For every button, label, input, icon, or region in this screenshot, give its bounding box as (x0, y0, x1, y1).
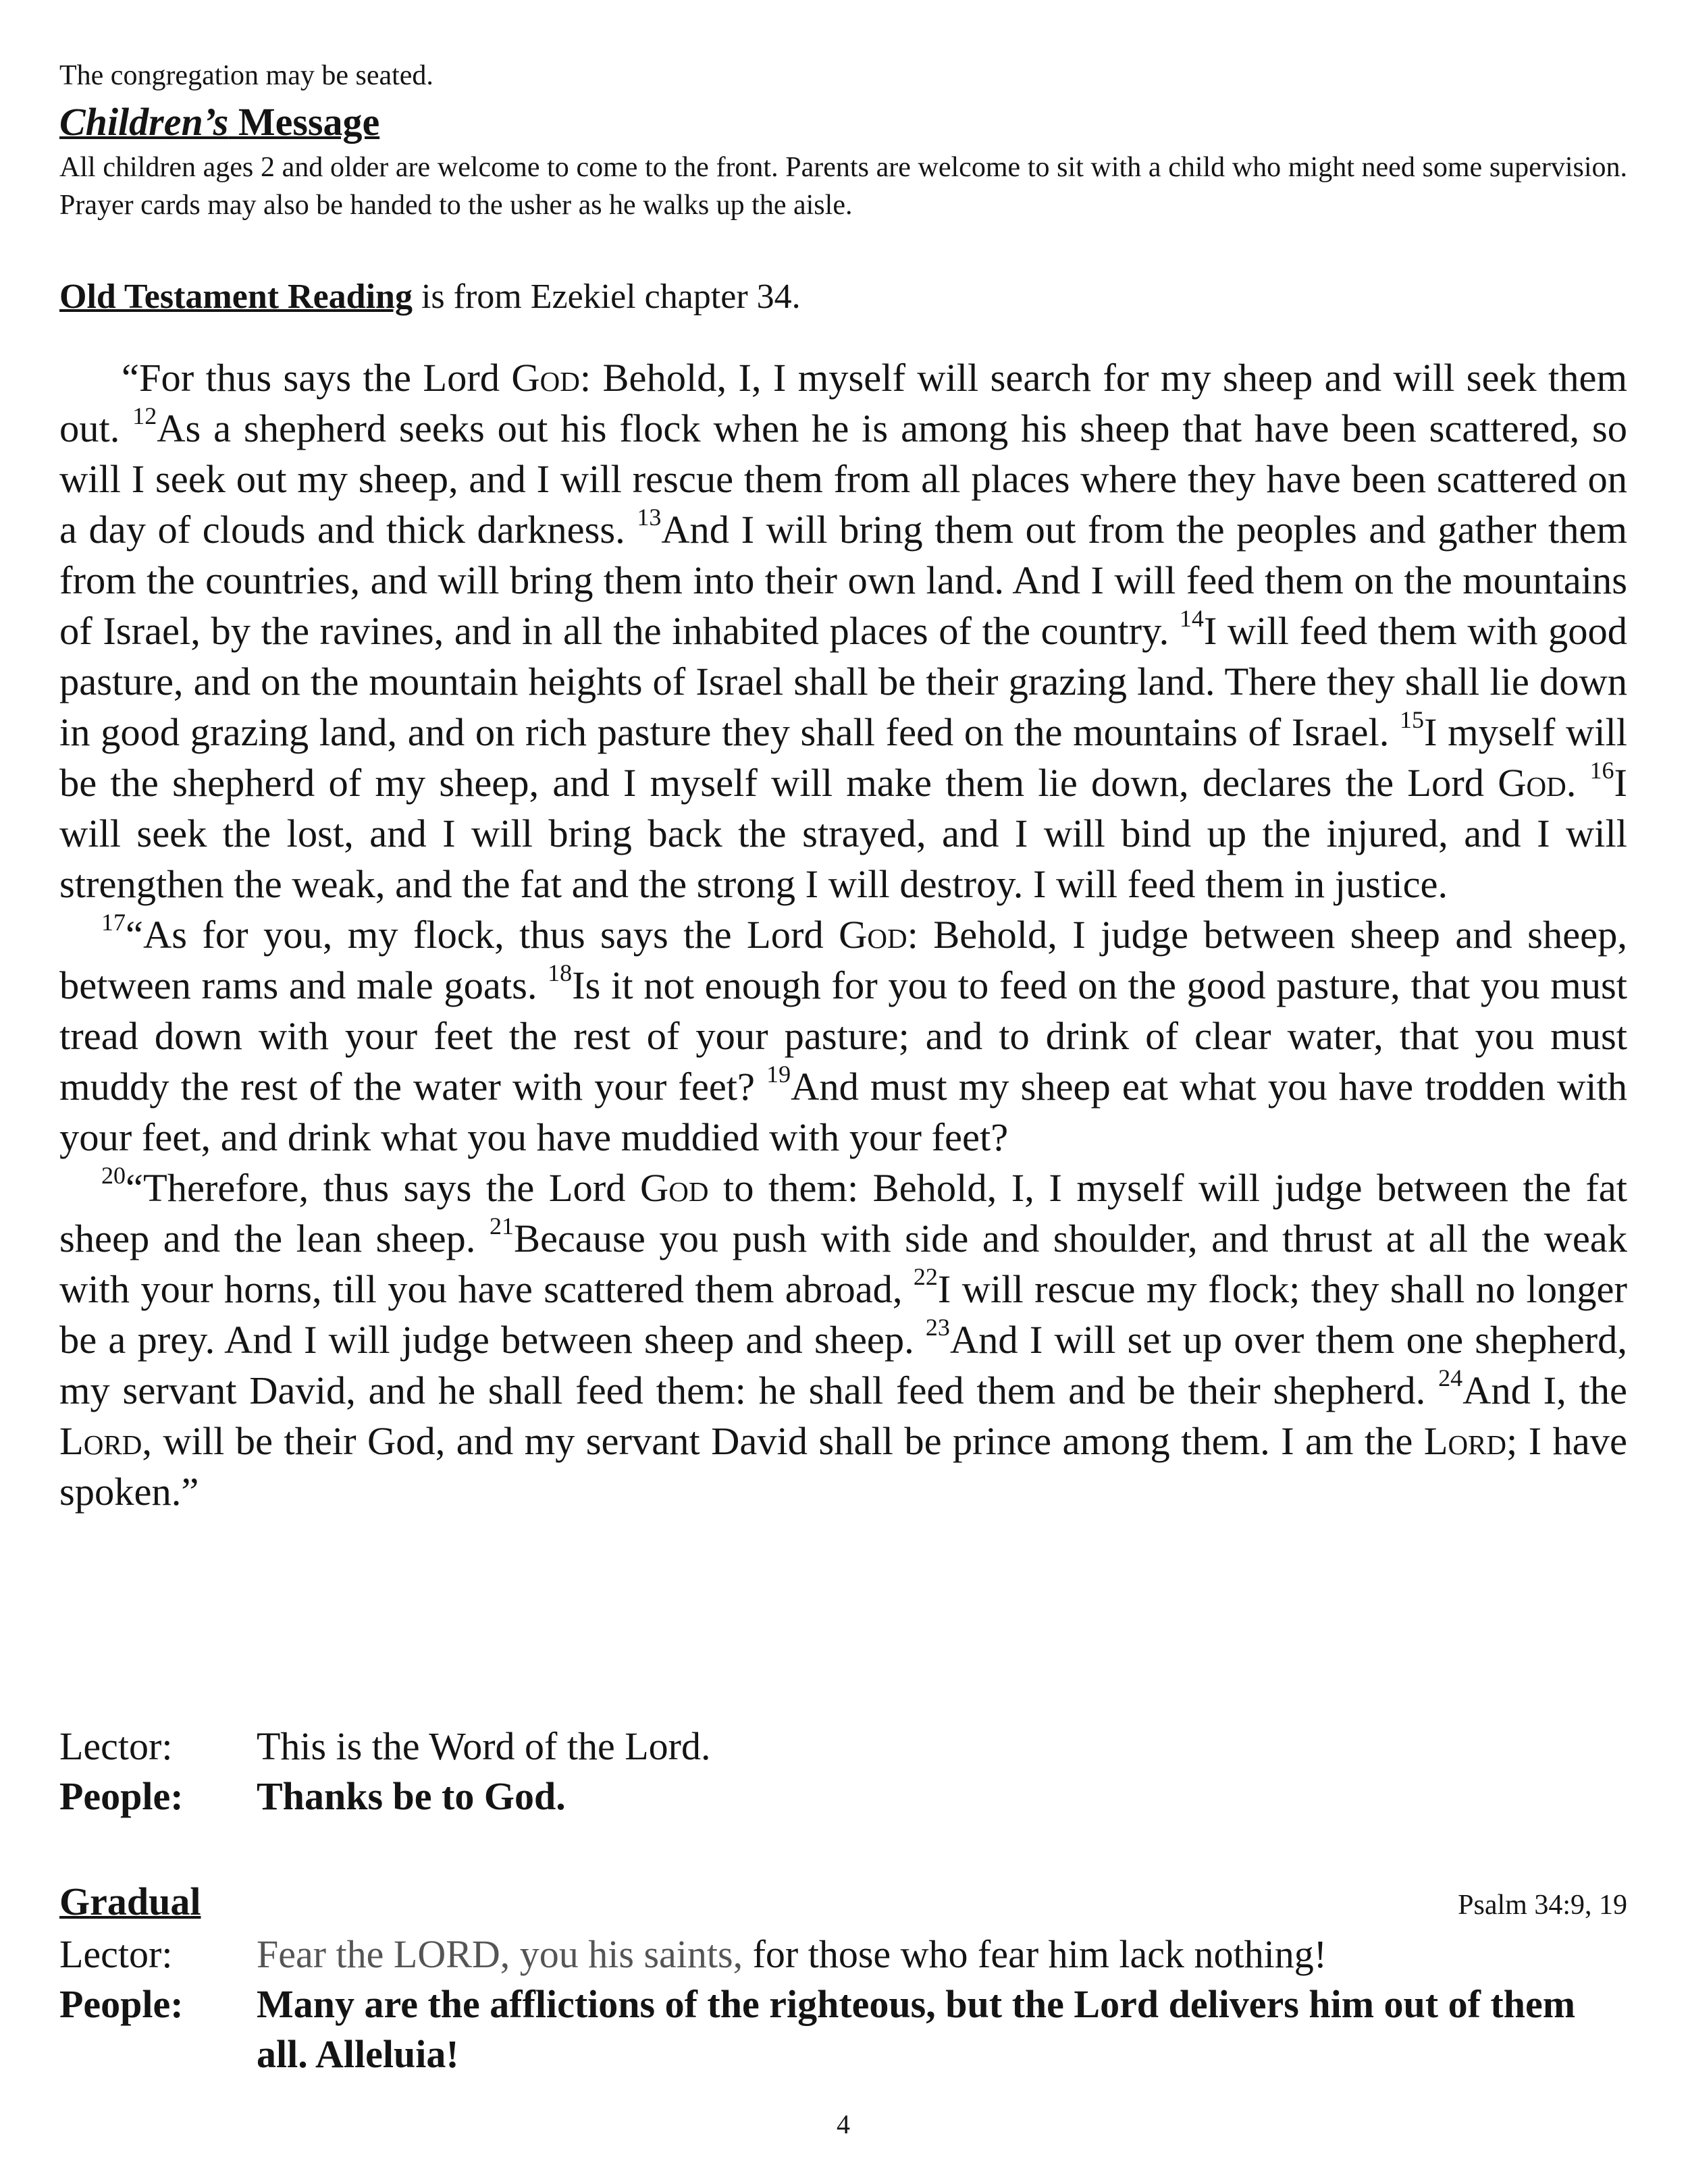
verse-number: 18 (548, 959, 573, 987)
reading-paragraph-2 (59, 909, 1627, 1163)
lector-response-text: This is the Word of the Lord. (257, 1724, 711, 1768)
gradual-people-label: People: (59, 1982, 184, 2026)
childrens-message-text: All children ages 2 and older are welcome to come to the front. Parents are welcome to sit with a child who might need some supervision. Prayer cards may also be handed to the usher as he walks up the aisle. (59, 152, 1627, 221)
verse-12-text: As a shepherd seeks out his flock when he is among his sheep that have been scattered, so will I seek out my sheep, and I will rescue them from all places where they have been scattered on a day of clouds and thick darkness. (59, 406, 1627, 552)
verse-23-text: And I will set up over them one shepherd, my servant David, and he shall feed them: he shall feed them and be their shepherd. (59, 1318, 1627, 1412)
verse-13-text: And I will bring them out from the peoples and gather them from the countries, and will bring them into their own land. And I will feed them on the mountains of Israel, by the ravines, and in all the inhabited places of the country. (59, 508, 1627, 653)
verse-15-text-a: I myself will be the shepherd of my sheep, and I myself will make them lie down, declares the Lord (59, 710, 1627, 805)
verse-18-text: Is it not enough for you to feed on the good pasture, that you must tread down with your feet the rest of your pasture; and to drink of clear water, that you must muddy the rest of the water with your feet? (59, 963, 1627, 1109)
response-people-line (59, 1772, 1627, 1821)
verse-14-text: I will feed them with good pasture, and on the mountain heights of Israel shall be their grazing land. There they shall lie down in good grazing land, and on rich pasture they shall feed on the mountains of Israel. (59, 609, 1628, 754)
verse-number: 13 (637, 504, 662, 531)
verse-number: 19 (766, 1061, 791, 1088)
seated-instruction: The congregation may be seated. (59, 60, 433, 91)
verse-number: 22 (913, 1263, 938, 1291)
gradual-heading: Gradual (59, 1880, 201, 1923)
verse-number: 20 (101, 1162, 126, 1190)
verse-number: 16 (1589, 757, 1614, 784)
gradual-people-line (59, 1979, 1627, 2079)
childrens-heading-rest: Message (228, 100, 380, 144)
divine-name: God (839, 913, 907, 957)
verse-15-text-b: . (1566, 761, 1590, 805)
gradual-lector-label: Lector: (59, 1932, 173, 1976)
ezekiel-reading (59, 352, 1627, 1517)
verse-number: 14 (1179, 605, 1204, 633)
psalm-reference: Psalm 34:9, 19 (1458, 1890, 1627, 1921)
gradual-lector-line (59, 1929, 1627, 1979)
verse-11-text-a: “For thus says the Lord (122, 356, 512, 400)
childrens-heading-italic: Children’s (59, 100, 229, 144)
verse-20-text-a: “Therefore, thus says the Lord (126, 1166, 641, 1210)
verse-21-text: Because you push with side and shoulder, and thrust at all the weak with your horns, till you have scattered them abroad, (59, 1217, 1628, 1311)
verse-22-text: I will rescue my flock; they shall no longer be a prey. And I will judge between sheep and sheep. (59, 1267, 1627, 1362)
divine-name: Lord (1423, 1419, 1507, 1463)
verse-16-text: I will seek the lost, and I will bring back the strayed, and I will bind up the injured, and I will strengthen the weak, and the fat and the strong I will destroy. I will feed them in justice. (59, 761, 1627, 906)
verse-number: 15 (1400, 706, 1425, 734)
gradual-lector-text-a: Fear the LORD, you his saints, (257, 1932, 743, 1976)
old-testament-source: is from Ezekiel chapter 34. (412, 277, 801, 316)
verse-number: 12 (132, 402, 157, 430)
response-lector-line (59, 1722, 1627, 1772)
verse-24-text-c: ; I have spoken.” (59, 1419, 1627, 1514)
childrens-message-heading (59, 100, 379, 144)
verse-19-text: And must my sheep eat what you have trodden with your feet, and drink what you have muddied with your feet? (59, 1065, 1627, 1159)
verse-17-text-a: “As for you, my flock, thus says the Lord (126, 913, 839, 957)
divine-name: God (640, 1166, 709, 1210)
verse-24-text-a: And I, the (1462, 1368, 1627, 1412)
verse-number: 24 (1438, 1364, 1463, 1392)
people-response-text: Thanks be to God. (257, 1774, 566, 1818)
verse-24-text-b: , will be their God, and my servant David shall be prince among them. I am the (142, 1419, 1424, 1463)
gradual-lector-text-b: for those who fear him lack nothing! (743, 1932, 1327, 1976)
old-testament-heading (59, 275, 801, 319)
divine-name: Lord (59, 1419, 142, 1463)
divine-name: God (511, 356, 580, 400)
verse-11-text-b: : Behold, I, I myself will search for my sheep and will seek them out. (59, 356, 1628, 450)
verse-20-text-b: to them: Behold, I, I myself will judge between the fat sheep and the lean sheep. (59, 1166, 1627, 1260)
old-testament-title: Old Testament Reading (59, 277, 413, 316)
verse-number: 17 (101, 909, 126, 936)
people-label: People: (59, 1774, 184, 1818)
divine-name: God (1498, 761, 1566, 805)
gradual-people-text: Many are the afflictions of the righteous, but the Lord delivers him out of them all. Alleluia! (257, 1982, 1576, 2076)
page-number: 4 (837, 2109, 850, 2139)
reading-paragraph-3 (59, 1163, 1627, 1517)
verse-number: 23 (925, 1314, 950, 1341)
verse-17-text-b: : Behold, I judge between sheep and sheep, between rams and male goats. (59, 913, 1627, 1007)
reading-paragraph-1 (59, 352, 1627, 909)
lector-label: Lector: (59, 1724, 173, 1768)
gradual-header (59, 1878, 1627, 1925)
verse-number: 21 (489, 1213, 514, 1240)
